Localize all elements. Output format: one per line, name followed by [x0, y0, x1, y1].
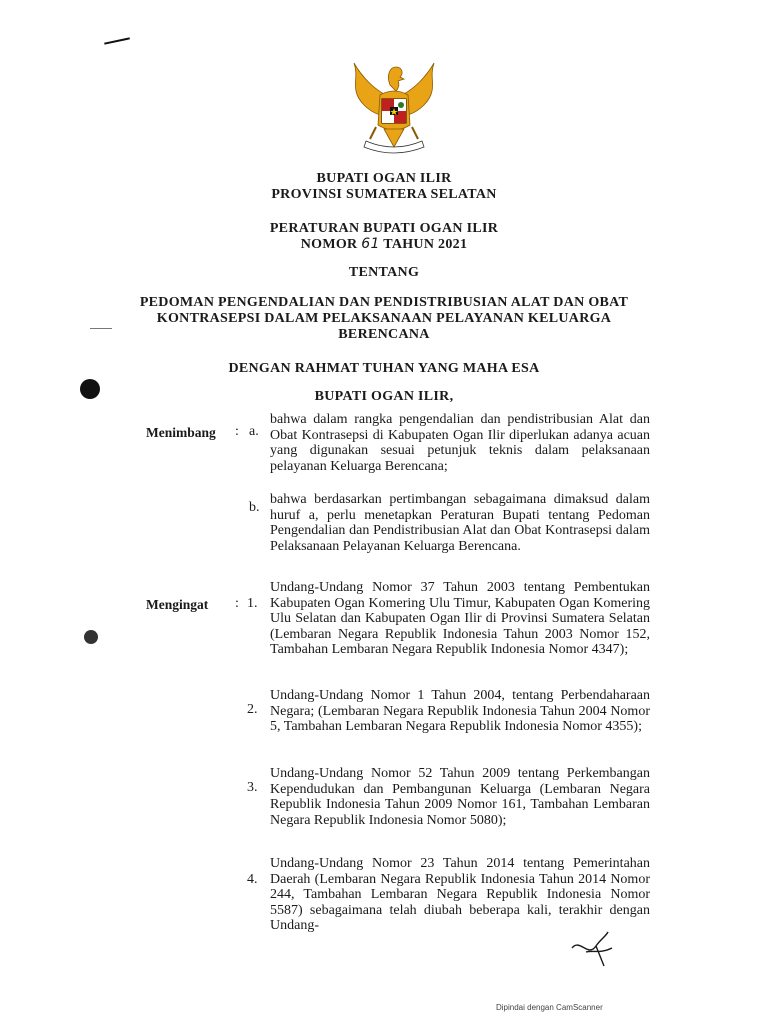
regulation-title: PERATURAN BUPATI OGAN ILIR [269, 221, 499, 236]
menimbang-marker-a: a. [249, 424, 259, 439]
menimbang-item-a: bahwa dalam rangka pengendalian dan pendistribusian Alat dan Obat Kontrasepsi di Kabupaten Ogan Ilir diperlukan adanya acuan yang digunakan sesuai petunjuk teknis dalam pelaksanaan pelayanan Keluarga Berencana; [270, 412, 650, 474]
mengingat-colon: : [235, 596, 239, 611]
subject-line-1: PEDOMAN PENGENDALIAN DAN PENDISTRIBUSIAN ALAT DAN OBAT [139, 295, 629, 310]
subject-line-3: BERENCANA [338, 327, 430, 342]
menimbang-marker-b: b. [249, 500, 260, 515]
mengingat-item-4: Undang-Undang Nomor 23 Tahun 2014 tentang Pemerintahan Daerah (Lembaran Negara Republik Indonesia Tahun 2014 Nomor 244, Tambahan Lembaran Negara Republik Indonesia Nomor 5587) sebagaimana telah diubah beberapa kali, terakhir dengan Undang- [270, 856, 650, 933]
number-suffix: TAHUN 2021 [383, 237, 468, 252]
tentang-heading: TENTANG [348, 265, 420, 280]
menimbang-item-b: bahwa berdasarkan pertimbangan sebagaimana dimaksud dalam huruf a, perlu menetapkan Peraturan Bupati tentang Pedoman Pengendalian dan Pendistribusian Alat dan Obat Kontrasepsi dalam Pelaksanaan Pelayanan Keluarga Berencana. [270, 492, 650, 554]
authority: BUPATI OGAN ILIR, [314, 389, 454, 404]
initial-signature-icon [566, 928, 626, 968]
scanner-footer: Dipindai dengan CamScanner [496, 1003, 603, 1012]
regulation-number [0, 236, 768, 253]
dotted-scan-mark [90, 328, 112, 329]
mengingat-marker-4: 4. [247, 872, 258, 887]
mengingat-item-3: Undang-Undang Nomor 52 Tahun 2009 tentang Perkembangan Kependudukan dan Pembangunan Keluarga (Lembaran Negara Republik Indonesia Tahun 2009 Nomor 161, Tambahan Lembaran Negara Republik Indonesia Nomor 5080); [270, 766, 650, 828]
mengingat-marker-3: 3. [247, 780, 258, 795]
number-prefix: NOMOR [300, 237, 358, 252]
mengingat-marker-1: 1. [247, 596, 258, 611]
invocation: DENGAN RAHMAT TUHAN YANG MAHA ESA [228, 361, 540, 376]
menimbang-label: Menimbang [146, 425, 216, 440]
pen-stroke-mark [104, 37, 130, 44]
mengingat-label: Mengingat [146, 597, 209, 612]
header-line-1: BUPATI OGAN ILIR [316, 171, 452, 186]
menimbang-colon: : [235, 424, 239, 439]
number-handwritten: 61 [361, 236, 380, 252]
punch-hole-mark [84, 630, 98, 644]
punch-hole-mark [80, 379, 100, 399]
mengingat-item-1: Undang-Undang Nomor 37 Tahun 2003 tentang Pembentukan Kabupaten Ogan Komering Ulu Timur, Kabupaten Ogan Komering Ulu Selatan dan Kabupaten Ogan Ilir di Provinsi Sumatera Selatan (Lembaran Negara Republik Indonesia Tahun 2003 Nomor 152, Tambahan Lembaran Negara Republik Indonesia Nomor 4347); [270, 580, 650, 657]
garuda-emblem-icon [346, 55, 442, 159]
mengingat-item-2: Undang-Undang Nomor 1 Tahun 2004, tentang Perbendaharaan Negara; (Lembaran Negara Republik Indonesia Tahun 2004 Nomor 5, Tambahan Lembaran Negara Republik Indonesia Nomor 4355); [270, 688, 650, 734]
header-line-2: PROVINSI SUMATERA SELATAN [271, 187, 497, 202]
mengingat-marker-2: 2. [247, 702, 258, 717]
subject-line-2: KONTRASEPSI DALAM PELAKSANAAN PELAYANAN KELUARGA [156, 311, 612, 326]
